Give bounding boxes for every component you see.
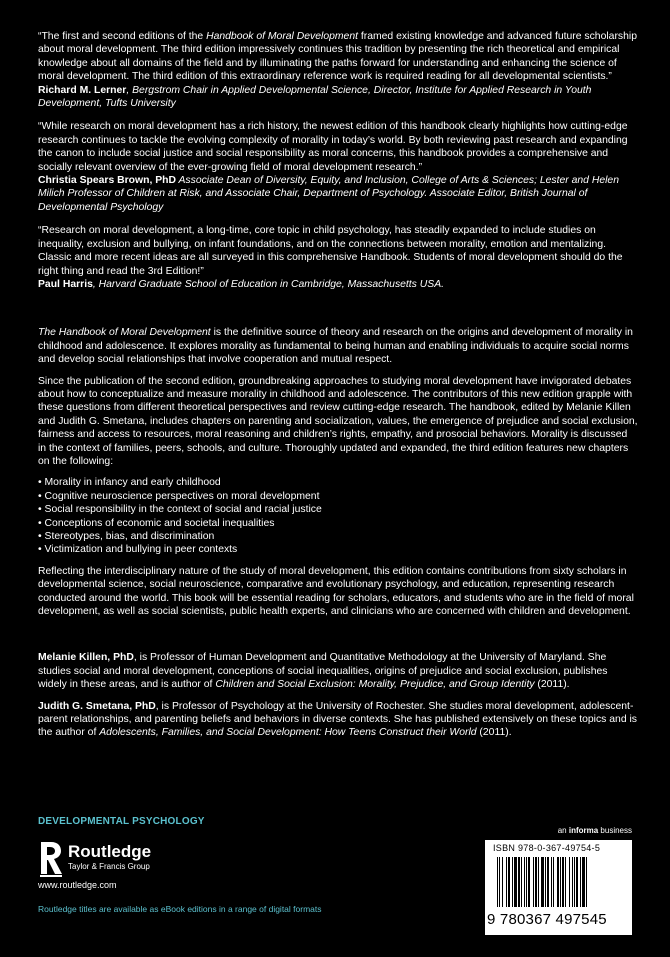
barcode-bar bbox=[574, 857, 575, 907]
isbn-text: ISBN 978-0-367-49754-5 bbox=[493, 843, 601, 853]
publisher-name: Routledge bbox=[68, 842, 152, 861]
barcode-bar bbox=[497, 857, 498, 907]
informa-tagline: an informa business bbox=[557, 826, 632, 835]
back-cover-text bbox=[38, 30, 638, 748]
list-item: • Stereotypes, bias, and discrimination bbox=[38, 530, 638, 543]
barcode-bar bbox=[528, 857, 530, 907]
list-item: • Social responsibility in the context of social and racial justice bbox=[38, 503, 638, 516]
barcode-bar bbox=[521, 857, 522, 907]
barcode-bar bbox=[565, 857, 566, 907]
routledge-r-icon bbox=[38, 840, 64, 878]
new-chapters-list bbox=[38, 476, 638, 556]
barcode-bar bbox=[551, 857, 552, 907]
isbn-barcode bbox=[485, 840, 632, 935]
barcode-bar bbox=[502, 857, 503, 907]
publisher-logo bbox=[38, 840, 198, 880]
barcode-bar bbox=[562, 857, 564, 907]
editor-bio: Judith G. Smetana, PhD, is Professor of Psychology at the University of Rochester. She studies moral development, adolescent-parent relationships, and parenting beliefs and behaviors in diverse contexts. She has published extensively on these topics and is the author of Adolescents, Families, and Social Development: How Teens Construct their World (2011). bbox=[38, 700, 637, 739]
endorsement-quote bbox=[38, 224, 638, 291]
barcode-bars bbox=[489, 857, 628, 915]
barcode-digits: 9 780367 497545 bbox=[487, 911, 607, 928]
barcode-bar bbox=[526, 857, 527, 907]
barcode-bar bbox=[535, 857, 537, 907]
description-paragraph: The Handbook of Moral Development is the definitive source of theory and research on the origins and development of morality in childhood and adolescence. It explores morality as fundamental to being human and enabling individuals to acquire social norms and develop social relationships that involve cooperation and mutual respect. bbox=[38, 327, 633, 366]
publisher-website[interactable]: www.routledge.com bbox=[38, 880, 117, 890]
barcode-bar bbox=[538, 857, 539, 907]
barcode-bar bbox=[508, 857, 510, 907]
barcode-bar bbox=[572, 857, 573, 907]
barcode-bar bbox=[553, 857, 554, 907]
ebook-note: Routledge titles are available as eBook editions in a range of digital formats bbox=[38, 904, 322, 914]
barcode-bar bbox=[586, 857, 587, 907]
endorsement-quote bbox=[38, 120, 638, 214]
barcode-bar bbox=[499, 857, 500, 907]
quote-text: “While research on moral development has a rich history, the newest edition of this handbook clearly highlights how cutting-edge research continues to tackle the evolving complexity of morality in today’s world. By both reviewing past research and expanding the canon to include social justice and social responsibility as moral concerns, this handbook provides a comprehensive and socially relevant overview of the ever-growing field of moral development research.” bbox=[38, 121, 628, 173]
barcode-bar bbox=[541, 857, 544, 907]
barcode-bar bbox=[557, 857, 559, 907]
barcode-bar bbox=[569, 857, 570, 907]
barcode-bar bbox=[576, 857, 578, 907]
quote-attribution: Christia Spears Brown, PhD Associate Dean of Diversity, Equity, and Inclusion, College of Arts & Sciences; Lester and Helen Milich Professor of Children at Risk, and Associate Chair, Department of Psychology. Associate Editor, British Journal of Developmental Psychology bbox=[38, 175, 619, 213]
endorsement-quote bbox=[38, 30, 638, 110]
editor-bios bbox=[38, 651, 638, 739]
quote-text: “The first and second editions of the Handbook of Moral Development framed existing knowledge and advanced future scholarship about moral development. The third edition impressively continues this tradition by presenting the rich theoretical and empirical knowledge about all domains of the field and by illuminating the paths forward for understanding and enhancing the science of moral development. The third edition of this extraordinary reference work is required reading for all developmental scientists.” bbox=[38, 31, 637, 83]
list-item: • Cognitive neuroscience perspectives on moral development bbox=[38, 490, 638, 503]
book-description bbox=[38, 326, 638, 618]
barcode-bar bbox=[547, 857, 549, 907]
editor-bio: Melanie Killen, PhD, is Professor of Human Development and Quantitative Methodology at the University of Maryland. She studies social and moral development, conceptions of social inequalities, origins of prejudice and social exclusion, publishes widely in these areas, and is author of Children and Social Exclusion: Morality, Prejudice, and Group Identity (2011). bbox=[38, 652, 608, 691]
description-paragraph: Since the publication of the second edition, groundbreaking approaches to studying moral development have invigorated debates about how to conceptualize and measure morality in childhood and adolescence. The contributors of this new edition grapple with these questions from different theoretical perspectives and review cutting-edge research. The handbook, edited by Melanie Killen and Judith G. Smetana, includes chapters on parenting and socialization, values, the emergence of prejudice and social exclusion, fairness and access to resources, moral reasoning and children’s rights, empathy, and prosocial behaviors. Morality is discussed in the context of families, peers, schools, and culture. Thoroughly updated and expanded, the third edition features new chapters on the following: bbox=[38, 375, 638, 467]
barcode-bar bbox=[512, 857, 513, 907]
barcode-bar bbox=[524, 857, 525, 907]
list-item: • Morality in infancy and early childhood bbox=[38, 476, 638, 489]
barcode-bar bbox=[506, 857, 507, 907]
subject-category: DEVELOPMENTAL PSYCHOLOGY bbox=[38, 816, 205, 827]
barcode-bar bbox=[514, 857, 517, 907]
barcode-bar bbox=[518, 857, 520, 907]
barcode-bar bbox=[580, 857, 581, 907]
description-paragraph: Reflecting the interdisciplinary nature of the study of moral development, this edition contains contributions from sixty scholars in developmental science, social neuroscience, comparative and evolutionary psychology, and education, representing research conducted around the world. This book will be essential reading for scholars, educators, and students who are in the field of moral development, as well as social scientists, public health experts, and clinicians who are concerned with children and development. bbox=[38, 565, 634, 618]
list-item: • Conceptions of economic and societal inequalities bbox=[38, 517, 638, 530]
quote-attribution: Paul Harris, Harvard Graduate School of Education in Cambridge, Massachusetts USA. bbox=[38, 278, 445, 290]
list-item: • Victimization and bullying in peer contexts bbox=[38, 543, 638, 556]
publisher-group: Taylor & Francis Group bbox=[68, 862, 150, 871]
quote-text: “Research on moral development, a long-time, core topic in child psychology, has steadily expanded to include studies on inequality, exclusion and bullying, on infant foundations, and on the connections between morality, emotion and mentalizing. Classic and more recent ideas are all surveyed in this comprehensive Handbook. Students of moral development should do the right thing and read the 3rd Edition!” bbox=[38, 225, 623, 277]
barcode-bar bbox=[560, 857, 561, 907]
barcode-bar bbox=[582, 857, 585, 907]
barcode-bar bbox=[545, 857, 546, 907]
barcode-bar bbox=[533, 857, 534, 907]
quote-attribution: Richard M. Lerner, Bergstrom Chair in Applied Developmental Science, Director, Institute for Applied Research in Youth Development, Tufts University bbox=[38, 84, 592, 110]
